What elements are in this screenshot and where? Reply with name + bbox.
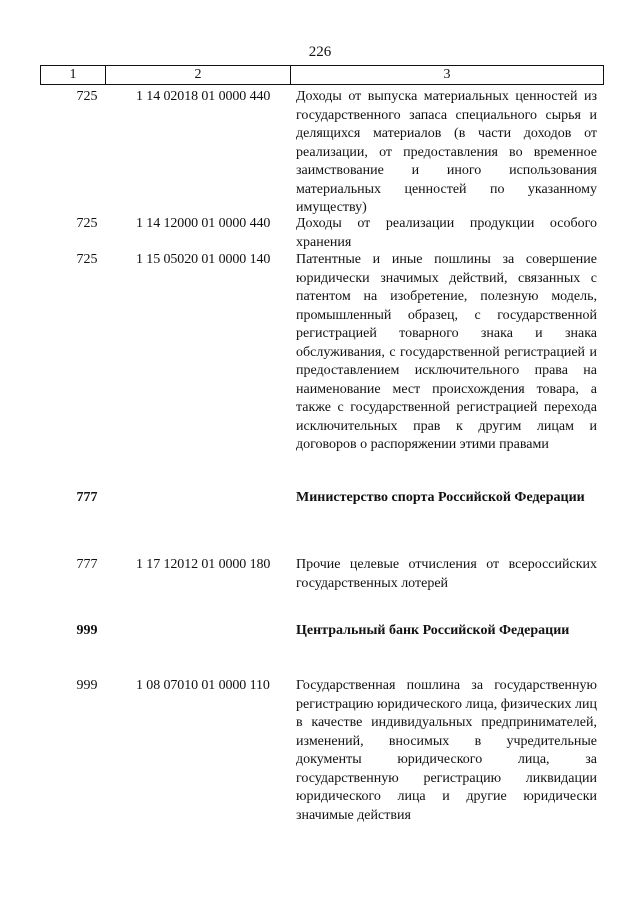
revenue-code: 1 08 07010 01 0000 110 [136, 678, 270, 693]
admin-code: 725 [76, 216, 98, 231]
admin-code: 725 [76, 252, 98, 267]
ministry-title: Министерство спорта Российской Федерации [296, 490, 585, 505]
bank-title: Центральный банк Российской Федерации [296, 623, 570, 638]
page-number: 226 [308, 44, 332, 60]
revenue-description: Доходы от выпуска материальных ценностей из государственного запаса специального сырья и делящихся материалов (в части доходов от реализации, от предоставления во временное заимствование и иного использования материальных ценностей по указанному имуществу) [296, 89, 597, 215]
column-header-1: 1 [41, 66, 106, 85]
revenue-description: Патентные и иные пошлины за совершение юридически значимых действий, связанных с патентом на изобретение, полезную модель, промышленный образец, с государственной регистрацией товарного знака и знака обслуживания, с государственной регистрацией и предоставлением исключительного права на наименование мест происхождения товара, а также с государственной регистрацией перехода исключительных прав к другим лицам и договоров о распоряжении этими правами [296, 252, 597, 452]
revenue-code: 1 14 02018 01 0000 440 [136, 89, 271, 104]
revenue-code: 1 14 12000 01 0000 440 [136, 216, 271, 231]
column-header-2: 2 [106, 66, 291, 85]
admin-code: 777 [76, 557, 98, 572]
revenue-description: Прочие целевые отчисления от всероссийских государственных лотерей [296, 557, 597, 591]
table-column-header [40, 65, 604, 85]
admin-code: 777 [76, 490, 98, 505]
revenue-description: Государственная пошлина за государственную регистрацию юридического лица, физических лиц в качестве индивидуальных предпринимателей, изменений, вносимых в учредительные документы юридического лица, за государственную регистрацию ликвидации юридического лица и другие юридически значимые действия [296, 678, 597, 823]
admin-code: 999 [76, 623, 98, 638]
admin-code: 725 [76, 89, 98, 104]
revenue-description: Доходы от реализации продукции особого хранения [296, 216, 597, 250]
revenue-code: 1 17 12012 01 0000 180 [136, 557, 271, 572]
column-header-3: 3 [291, 66, 604, 85]
admin-code: 999 [76, 678, 98, 693]
revenue-code: 1 15 05020 01 0000 140 [136, 252, 271, 267]
